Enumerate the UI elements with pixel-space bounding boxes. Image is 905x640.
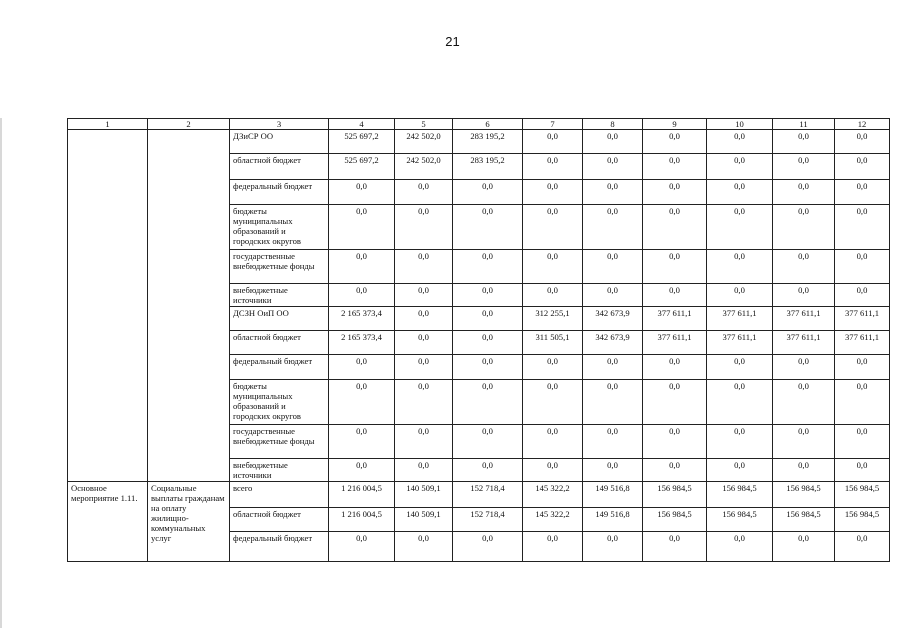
page-number: 21 xyxy=(445,34,460,49)
value-cell: 0,0 xyxy=(643,180,707,205)
value-cell: 283 195,2 xyxy=(453,154,523,180)
value-cell: 0,0 xyxy=(395,380,453,425)
value-cell: 0,0 xyxy=(707,532,773,562)
value-cell: 149 516,8 xyxy=(583,482,643,508)
value-cell: 2 165 373,4 xyxy=(329,331,395,355)
value-cell: 156 984,5 xyxy=(773,482,835,508)
value-cell: 0,0 xyxy=(523,532,583,562)
value-cell: 0,0 xyxy=(453,284,523,307)
measure-cell: Основное мероприятие 1.11. xyxy=(68,482,148,562)
value-cell: 2 165 373,4 xyxy=(329,307,395,331)
value-cell: 0,0 xyxy=(707,205,773,250)
value-cell: 0,0 xyxy=(329,250,395,284)
value-cell: 0,0 xyxy=(583,380,643,425)
value-cell: 140 509,1 xyxy=(395,482,453,508)
column-header: 8 xyxy=(583,119,643,130)
value-cell: 0,0 xyxy=(523,425,583,459)
value-cell: 156 984,5 xyxy=(773,508,835,532)
value-cell: 0,0 xyxy=(643,154,707,180)
value-cell: 152 718,4 xyxy=(453,508,523,532)
value-cell: 377 611,1 xyxy=(707,307,773,331)
funding-source: бюджеты муниципальных образований и городских округов xyxy=(230,380,329,425)
column-header: 10 xyxy=(707,119,773,130)
value-cell: 0,0 xyxy=(395,355,453,380)
value-cell: 0,0 xyxy=(773,250,835,284)
value-cell: 377 611,1 xyxy=(835,331,890,355)
value-cell: 0,0 xyxy=(453,532,523,562)
value-cell: 0,0 xyxy=(643,380,707,425)
funding-source: ДЗиСР ОО xyxy=(230,130,329,154)
funding-source: областной бюджет xyxy=(230,331,329,355)
value-cell: 156 984,5 xyxy=(643,508,707,532)
value-cell: 0,0 xyxy=(707,250,773,284)
value-cell: 0,0 xyxy=(835,130,890,154)
funding-source: бюджеты муниципальных образований и городских округов xyxy=(230,205,329,250)
column-header: 4 xyxy=(329,119,395,130)
value-cell: 0,0 xyxy=(835,380,890,425)
value-cell: 0,0 xyxy=(453,205,523,250)
value-cell: 0,0 xyxy=(395,180,453,205)
value-cell: 0,0 xyxy=(583,180,643,205)
table-row xyxy=(68,482,890,508)
funding-source: федеральный бюджет xyxy=(230,180,329,205)
funding-source: областной бюджет xyxy=(230,154,329,180)
column-header: 5 xyxy=(395,119,453,130)
value-cell: 0,0 xyxy=(643,284,707,307)
value-cell: 0,0 xyxy=(835,459,890,482)
value-cell: 0,0 xyxy=(583,130,643,154)
value-cell: 0,0 xyxy=(707,284,773,307)
funding-source: федеральный бюджет xyxy=(230,355,329,380)
value-cell: 1 216 004,5 xyxy=(329,482,395,508)
value-cell: 0,0 xyxy=(395,425,453,459)
value-cell: 0,0 xyxy=(329,180,395,205)
value-cell: 0,0 xyxy=(773,459,835,482)
value-cell: 0,0 xyxy=(707,380,773,425)
value-cell: 377 611,1 xyxy=(643,331,707,355)
value-cell: 152 718,4 xyxy=(453,482,523,508)
value-cell: 342 673,9 xyxy=(583,307,643,331)
funding-source: внебюджетные источники xyxy=(230,284,329,307)
value-cell: 0,0 xyxy=(835,205,890,250)
value-cell: 156 984,5 xyxy=(643,482,707,508)
value-cell: 0,0 xyxy=(835,355,890,380)
value-cell: 0,0 xyxy=(395,459,453,482)
value-cell: 0,0 xyxy=(453,355,523,380)
value-cell: 377 611,1 xyxy=(835,307,890,331)
value-cell: 0,0 xyxy=(583,154,643,180)
value-cell: 145 322,2 xyxy=(523,482,583,508)
value-cell: 0,0 xyxy=(453,250,523,284)
value-cell: 0,0 xyxy=(523,154,583,180)
value-cell: 0,0 xyxy=(583,459,643,482)
value-cell: 0,0 xyxy=(453,380,523,425)
value-cell: 156 984,5 xyxy=(835,482,890,508)
column-header: 12 xyxy=(835,119,890,130)
funding-source: внебюджетные источники xyxy=(230,459,329,482)
value-cell: 242 502,0 xyxy=(395,154,453,180)
value-cell: 0,0 xyxy=(329,355,395,380)
value-cell: 377 611,1 xyxy=(773,331,835,355)
value-cell: 149 516,8 xyxy=(583,508,643,532)
value-cell: 0,0 xyxy=(523,355,583,380)
value-cell: 0,0 xyxy=(329,459,395,482)
column-header: 6 xyxy=(453,119,523,130)
value-cell: 0,0 xyxy=(453,331,523,355)
value-cell: 0,0 xyxy=(835,532,890,562)
funding-source: всего xyxy=(230,482,329,508)
value-cell: 156 984,5 xyxy=(707,508,773,532)
value-cell: 156 984,5 xyxy=(707,482,773,508)
column-header: 9 xyxy=(643,119,707,130)
value-cell: 0,0 xyxy=(835,180,890,205)
value-cell: 0,0 xyxy=(707,154,773,180)
value-cell: 0,0 xyxy=(835,154,890,180)
value-cell: 0,0 xyxy=(523,205,583,250)
value-cell: 0,0 xyxy=(583,532,643,562)
value-cell: 0,0 xyxy=(835,284,890,307)
value-cell: 0,0 xyxy=(329,380,395,425)
value-cell: 0,0 xyxy=(583,205,643,250)
value-cell: 0,0 xyxy=(453,459,523,482)
value-cell: 0,0 xyxy=(395,331,453,355)
value-cell: 0,0 xyxy=(835,425,890,459)
value-cell: 0,0 xyxy=(523,130,583,154)
funding-source: государственные внебюджетные фонды xyxy=(230,425,329,459)
value-cell: 525 697,2 xyxy=(329,154,395,180)
value-cell: 0,0 xyxy=(643,355,707,380)
column-header: 2 xyxy=(148,119,230,130)
value-cell: 312 255,1 xyxy=(523,307,583,331)
value-cell: 0,0 xyxy=(583,425,643,459)
value-cell: 140 509,1 xyxy=(395,508,453,532)
value-cell: 0,0 xyxy=(707,355,773,380)
value-cell: 0,0 xyxy=(773,532,835,562)
column-header: 1 xyxy=(68,119,148,130)
funding-source: федеральный бюджет xyxy=(230,532,329,562)
value-cell: 0,0 xyxy=(453,180,523,205)
funding-source: государственные внебюджетные фонды xyxy=(230,250,329,284)
value-cell: 525 697,2 xyxy=(329,130,395,154)
value-cell: 242 502,0 xyxy=(395,130,453,154)
value-cell: 0,0 xyxy=(395,250,453,284)
value-cell: 0,0 xyxy=(329,532,395,562)
value-cell: 0,0 xyxy=(395,307,453,331)
value-cell: 0,0 xyxy=(773,154,835,180)
value-cell: 0,0 xyxy=(583,284,643,307)
value-cell: 0,0 xyxy=(453,307,523,331)
value-cell: 156 984,5 xyxy=(835,508,890,532)
value-cell: 0,0 xyxy=(395,284,453,307)
value-cell: 1 216 004,5 xyxy=(329,508,395,532)
value-cell: 0,0 xyxy=(773,355,835,380)
header-row xyxy=(68,119,890,130)
value-cell: 0,0 xyxy=(773,180,835,205)
funding-source: областной бюджет xyxy=(230,508,329,532)
value-cell: 145 322,2 xyxy=(523,508,583,532)
description-cell xyxy=(148,130,230,482)
value-cell: 0,0 xyxy=(523,459,583,482)
value-cell: 0,0 xyxy=(453,425,523,459)
column-header: 3 xyxy=(230,119,329,130)
value-cell: 311 505,1 xyxy=(523,331,583,355)
value-cell: 0,0 xyxy=(835,250,890,284)
value-cell: 377 611,1 xyxy=(773,307,835,331)
value-cell: 0,0 xyxy=(523,250,583,284)
value-cell: 0,0 xyxy=(707,180,773,205)
value-cell: 283 195,2 xyxy=(453,130,523,154)
value-cell: 377 611,1 xyxy=(707,331,773,355)
column-header: 7 xyxy=(523,119,583,130)
value-cell: 0,0 xyxy=(523,380,583,425)
value-cell: 0,0 xyxy=(643,532,707,562)
value-cell: 0,0 xyxy=(395,532,453,562)
value-cell: 0,0 xyxy=(523,284,583,307)
value-cell: 0,0 xyxy=(773,284,835,307)
value-cell: 0,0 xyxy=(395,205,453,250)
value-cell: 342 673,9 xyxy=(583,331,643,355)
value-cell: 0,0 xyxy=(707,425,773,459)
value-cell: 0,0 xyxy=(773,425,835,459)
value-cell: 0,0 xyxy=(643,130,707,154)
budget-table xyxy=(67,118,890,562)
value-cell: 0,0 xyxy=(329,205,395,250)
value-cell: 0,0 xyxy=(643,459,707,482)
value-cell: 0,0 xyxy=(583,250,643,284)
value-cell: 0,0 xyxy=(643,250,707,284)
value-cell: 0,0 xyxy=(583,355,643,380)
value-cell: 0,0 xyxy=(643,425,707,459)
value-cell: 0,0 xyxy=(329,284,395,307)
value-cell: 0,0 xyxy=(773,205,835,250)
value-cell: 0,0 xyxy=(773,380,835,425)
scan-edge xyxy=(0,118,2,628)
table-row xyxy=(68,130,890,154)
column-header: 11 xyxy=(773,119,835,130)
measure-cell xyxy=(68,130,148,482)
value-cell: 0,0 xyxy=(329,425,395,459)
value-cell: 377 611,1 xyxy=(643,307,707,331)
value-cell: 0,0 xyxy=(523,180,583,205)
value-cell: 0,0 xyxy=(707,130,773,154)
description-cell: Социальные выплаты гражданам на оплату жилищно-коммунальных услуг xyxy=(148,482,230,562)
funding-source: ДСЗН ОиП ОО xyxy=(230,307,329,331)
value-cell: 0,0 xyxy=(707,459,773,482)
value-cell: 0,0 xyxy=(643,205,707,250)
value-cell: 0,0 xyxy=(773,130,835,154)
